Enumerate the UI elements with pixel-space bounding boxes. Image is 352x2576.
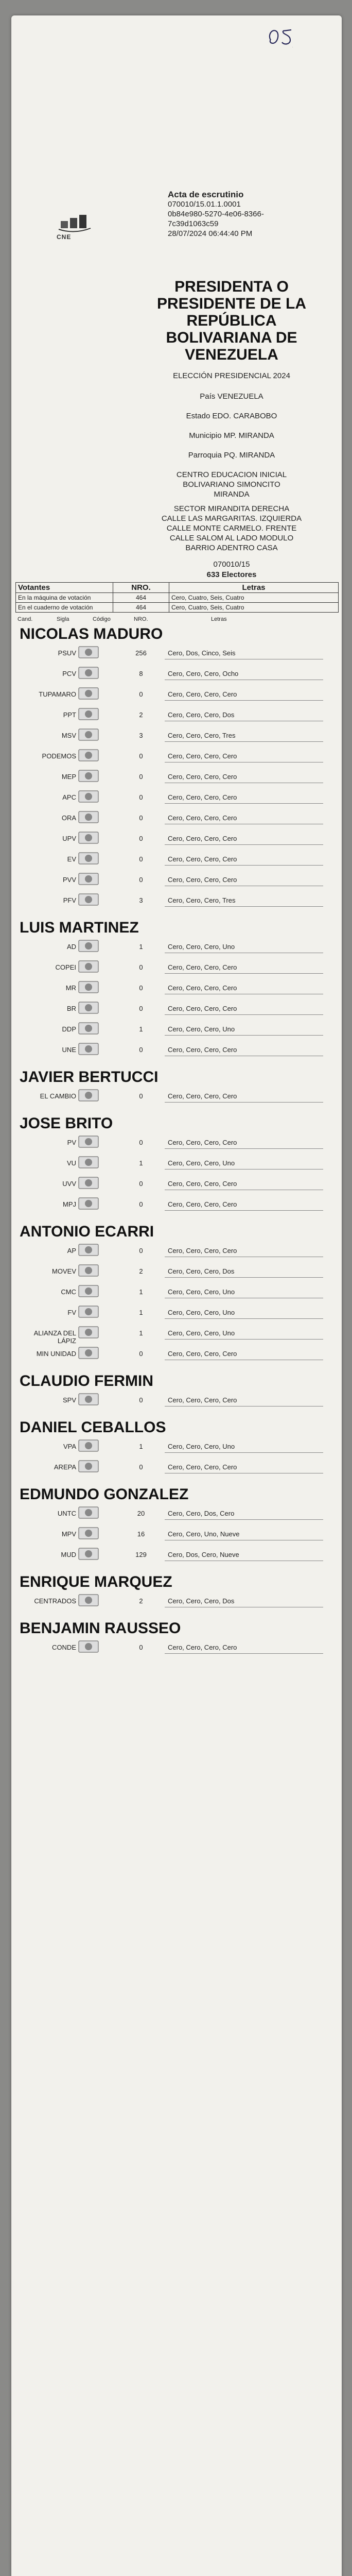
address-line: SECTOR MIRANDITA DERECHA (173, 504, 290, 513)
candidate-name: JOSE BRITO (20, 1115, 113, 1132)
main-title (124, 278, 340, 363)
party-votes: 0 (139, 690, 143, 698)
party-row (15, 665, 339, 683)
party-logo-icon (78, 811, 99, 823)
party-votes-letters: Cero, Cero, Cero, Cero (168, 1247, 237, 1255)
handwritten-number-text: 05 (292, 47, 293, 48)
center-line: MIRANDA (214, 490, 250, 499)
party-votes-letters: Cero, Cero, Cero, Uno (168, 943, 235, 951)
party-name: CENTRADOS (34, 1597, 76, 1605)
party-name: UNE (62, 1046, 76, 1054)
voters-book-label: En el cuaderno de votación (16, 603, 113, 613)
party-votes-letters: Cero, Cero, Cero, Cero (168, 1463, 237, 1471)
party-name: UVV (62, 1180, 76, 1188)
party-name: MPJ (63, 1200, 76, 1208)
party-row (15, 788, 339, 807)
party-name: AD (66, 943, 76, 951)
candidate-name: CLAUDIO FERMIN (20, 1372, 153, 1389)
party-name: PCV (62, 670, 76, 677)
row-divider (165, 803, 323, 804)
party-name: CMC (61, 1288, 76, 1296)
party-votes: 0 (139, 1643, 143, 1651)
party-name: BR (66, 1005, 76, 1012)
center-line: BOLIVARIANO SIMONCITO (183, 480, 280, 489)
center-line: CENTRO EDUCACION INICIAL (176, 470, 287, 479)
party-logo-icon (78, 1439, 99, 1452)
party-votes-letters: Cero, Cero, Cero, Uno (168, 1288, 235, 1296)
party-name: ORA (61, 814, 76, 822)
party-row (15, 747, 339, 766)
party-votes: 129 (135, 1551, 147, 1558)
party-row (15, 706, 339, 724)
acta-code-line-3: 7c39d1063c59 (168, 219, 219, 228)
candidate-name: ANTONIO ECARRI (20, 1223, 154, 1240)
party-votes-letters: Cero, Cero, Cero, Cero (168, 1005, 237, 1012)
party-votes: 1 (139, 1288, 143, 1296)
party-votes: 0 (139, 793, 143, 801)
party-votes: 2 (139, 711, 143, 719)
party-row (15, 1504, 339, 1523)
party-name: DDP (62, 1025, 76, 1033)
party-logo-icon (78, 646, 99, 658)
party-logo-icon (78, 1136, 99, 1148)
row-divider (165, 865, 323, 866)
party-votes: 0 (139, 1046, 143, 1054)
party-votes-letters: Cero, Cero, Cero, Tres (168, 896, 236, 904)
party-votes-letters: Cero, Cero, Cero, Cero (168, 793, 237, 801)
party-name: MSV (61, 732, 76, 739)
party-name: APC (62, 793, 76, 801)
voters-header: Votantes (16, 583, 113, 593)
sigla-col: Sigla (57, 616, 69, 622)
cne-logo-text: CNE (57, 233, 72, 241)
party-votes: 0 (139, 1200, 143, 1208)
party-votes-letters: Cero, Cero, Dos, Cero (168, 1510, 235, 1517)
party-logo-icon (78, 687, 99, 700)
party-logo-icon (78, 1326, 99, 1338)
candidate-name: LUIS MARTINEZ (20, 919, 139, 936)
row-divider (165, 1653, 323, 1654)
party-votes-letters: Cero, Cero, Cero, Uno (168, 1025, 235, 1033)
party-logo-icon (78, 1393, 99, 1405)
party-logo-icon (78, 1022, 99, 1035)
party-row (15, 1437, 339, 1456)
row-divider (165, 1318, 323, 1319)
row-divider (165, 741, 323, 742)
party-logo-icon (78, 1548, 99, 1560)
state: Estado EDO. CARABOBO (186, 412, 277, 420)
party-row (15, 871, 339, 889)
voters-book-letters: Cero, Cuatro, Seis, Cuatro (169, 603, 339, 613)
party-votes: 1 (139, 1159, 143, 1167)
cand-col: Cand. (17, 616, 33, 622)
party-row (15, 958, 339, 977)
party-row (15, 1592, 339, 1611)
party-name: CONDE (52, 1643, 76, 1651)
party-votes-letters: Cero, Cero, Cero, Cero (168, 984, 237, 992)
party-votes-letters: Cero, Cero, Cero, Cero (168, 773, 237, 781)
party-name: PFV (63, 896, 76, 904)
party-votes: 0 (139, 855, 143, 863)
party-logo-icon (78, 667, 99, 679)
party-row (15, 1303, 339, 1322)
row-divider (165, 1102, 323, 1103)
party-votes: 0 (139, 1463, 143, 1471)
party-name: VU (66, 1159, 76, 1167)
party-row (15, 1345, 339, 1363)
candidate-name: EDMUNDO GONZALEZ (20, 1486, 189, 1503)
party-votes-letters: Cero, Cero, Cero, Uno (168, 1159, 235, 1167)
party-name: COPEI (55, 963, 76, 971)
acta-meta (168, 190, 322, 239)
party-votes: 0 (139, 963, 143, 971)
party-name: PODEMOS (42, 752, 76, 760)
party-row (15, 938, 339, 956)
center-address (124, 504, 340, 553)
row-divider (165, 700, 323, 701)
party-row (15, 1283, 339, 1301)
letters-col: Letras (211, 616, 227, 622)
party-name: TUPAMARO (39, 690, 76, 698)
party-name: MPV (61, 1530, 76, 1538)
party-votes-letters: Cero, Dos, Cinco, Seis (168, 649, 236, 657)
party-votes-letters: Cero, Cero, Cero, Cero (168, 1350, 237, 1358)
party-votes: 256 (135, 649, 147, 657)
party-votes: 20 (137, 1510, 145, 1517)
party-votes-letters: Cero, Cero, Cero, Cero (168, 1139, 237, 1146)
party-logo-icon (78, 1089, 99, 1101)
candidate-name: BENJAMIN RAUSSEO (20, 1620, 181, 1637)
party-name: ALIANZA DEL LÁPIZ (33, 1329, 76, 1345)
party-logo-icon (78, 1527, 99, 1539)
party-name: FV (67, 1309, 76, 1316)
row-divider (165, 1035, 323, 1036)
party-name: MR (65, 984, 76, 992)
party-logo-icon (78, 852, 99, 865)
party-votes: 0 (139, 1139, 143, 1146)
party-votes-letters: Cero, Cero, Cero, Uno (168, 1309, 235, 1316)
voters-machine-number: 464 (113, 593, 169, 603)
party-row (15, 726, 339, 745)
party-votes-letters: Cero, Dos, Cero, Nueve (168, 1551, 239, 1558)
party-logo-icon (78, 832, 99, 844)
party-name: MEP (61, 773, 76, 781)
party-votes-letters: Cero, Cero, Cero, Cero (168, 963, 237, 971)
party-votes: 3 (139, 896, 143, 904)
party-row (15, 1458, 339, 1477)
candidate-name: JAVIER BERTUCCI (20, 1069, 159, 1086)
party-logo-icon (78, 1594, 99, 1606)
row-divider (165, 906, 323, 907)
party-votes: 0 (139, 1247, 143, 1255)
party-logo-icon (78, 728, 99, 741)
party-votes: 1 (139, 1329, 143, 1337)
party-votes: 2 (139, 1597, 143, 1605)
party-logo-icon (78, 708, 99, 720)
party-name: UPV (62, 835, 76, 842)
party-row (15, 1391, 339, 1410)
party-row (15, 1324, 339, 1343)
party-logo-icon (78, 1244, 99, 1256)
party-votes-letters: Cero, Cero, Cero, Cero (168, 1180, 237, 1188)
main-title-line: PRESIDENTA O (174, 278, 289, 295)
party-votes-letters: Cero, Cero, Cero, Cero (168, 690, 237, 698)
party-row (15, 850, 339, 869)
party-votes: 0 (139, 1180, 143, 1188)
party-row (15, 1087, 339, 1106)
party-logo-icon (78, 1043, 99, 1055)
party-row (15, 644, 339, 663)
party-votes: 0 (139, 814, 143, 822)
party-votes-letters: Cero, Cero, Cero, Cero (168, 752, 237, 760)
party-votes: 8 (139, 670, 143, 677)
center-name (124, 470, 340, 499)
party-name: PPT (63, 711, 76, 719)
handwritten-number (266, 26, 298, 48)
party-name: AREPA (54, 1463, 76, 1471)
party-votes: 16 (137, 1530, 145, 1538)
party-votes-letters: Cero, Cero, Cero, Dos (168, 1597, 235, 1605)
party-votes-letters: Cero, Cero, Cero, Ocho (168, 670, 239, 677)
party-name: MIN UNIDAD (36, 1350, 76, 1358)
candidate-name: ENRIQUE MARQUEZ (20, 1573, 172, 1590)
party-row (15, 891, 339, 910)
party-votes: 0 (139, 752, 143, 760)
party-logo-icon (78, 960, 99, 973)
party-votes-letters: Cero, Cero, Cero, Uno (168, 1443, 235, 1450)
party-votes: 0 (139, 1005, 143, 1012)
party-votes-letters: Cero, Cero, Cero, Tres (168, 732, 236, 739)
party-votes: 2 (139, 1267, 143, 1275)
party-logo-icon (78, 981, 99, 993)
party-votes-letters: Cero, Cero, Cero, Cero (168, 1643, 237, 1651)
party-votes: 1 (139, 943, 143, 951)
party-row (15, 829, 339, 848)
candidate-name: NICOLAS MADURO (20, 625, 163, 642)
main-title-line: BOLIVARIANA DE (166, 329, 297, 346)
party-name: MOVEV (52, 1267, 76, 1275)
party-votes-letters: Cero, Cero, Cero, Cero (168, 1396, 237, 1404)
nro-col: NRO. (134, 616, 148, 622)
party-row (15, 809, 339, 827)
voters-machine-letters: Cero, Cuatro, Seis, Cuatro (169, 593, 339, 603)
party-votes: 0 (139, 1350, 143, 1358)
party-name: MUD (61, 1551, 76, 1558)
party-row (15, 1154, 339, 1173)
voters-book-number: 464 (113, 603, 169, 613)
party-votes: 0 (139, 984, 143, 992)
party-votes: 1 (139, 1309, 143, 1316)
row-divider (165, 1519, 323, 1520)
party-row (15, 1525, 339, 1544)
acta-datetime: 28/07/2024 06:44:40 PM (168, 229, 253, 238)
party-row (15, 1242, 339, 1260)
main-title-line: PRESIDENTE DE LA (156, 295, 307, 312)
main-title-line: VENEZUELA (185, 346, 278, 363)
party-row (15, 1175, 339, 1193)
municipality: Municipio MP. MIRANDA (189, 431, 274, 440)
party-votes: 0 (139, 1396, 143, 1404)
party-name: PSUV (58, 649, 76, 657)
row-divider (165, 844, 323, 845)
party-logo-icon (78, 1177, 99, 1189)
party-name: PVV (62, 876, 76, 884)
party-name: VPA (63, 1443, 76, 1450)
party-logo-icon (78, 1506, 99, 1519)
party-logo-icon (78, 873, 99, 885)
party-row (15, 1020, 339, 1039)
party-logo-icon (78, 1460, 99, 1472)
party-row (15, 768, 339, 786)
candidate-name: DANIEL CEBALLOS (20, 1419, 166, 1436)
party-logo-icon (78, 1306, 99, 1318)
party-row (15, 1041, 339, 1059)
letters-header: Letras (169, 583, 339, 593)
party-name: SPV (62, 1396, 76, 1404)
party-row (15, 979, 339, 997)
party-logo-icon (78, 940, 99, 952)
party-logo-icon (78, 1640, 99, 1653)
electors-count: 633 Electores (206, 570, 257, 579)
party-row (15, 1262, 339, 1281)
party-votes-letters: Cero, Cero, Cero, Cero (168, 814, 237, 822)
party-row (15, 685, 339, 704)
row-divider (165, 1148, 323, 1149)
party-logo-icon (78, 1347, 99, 1359)
election-name: ELECCIÓN PRESIDENCIAL 2024 (173, 371, 290, 380)
address-line: BARRIO ADENTRO CASA (185, 544, 278, 552)
party-votes-letters: Cero, Cero, Cero, Uno (168, 1329, 235, 1337)
party-votes: 1 (139, 1025, 143, 1033)
party-votes-letters: Cero, Cero, Cero, Dos (168, 1267, 235, 1275)
party-votes: 3 (139, 732, 143, 739)
address-line: CALLE SALOM AL LADO MODULO (169, 534, 294, 543)
address-line: CALLE LAS MARGARITAS. IZQUIERDA (161, 514, 302, 523)
party-logo-icon (78, 770, 99, 782)
party-votes: 0 (139, 835, 143, 842)
party-logo-icon (78, 749, 99, 761)
party-votes-letters: Cero, Cero, Cero, Dos (168, 711, 235, 719)
party-name: EV (67, 855, 76, 863)
parish: Parroquia PQ. MIRANDA (188, 451, 275, 460)
party-votes-letters: Cero, Cero, Cero, Cero (168, 835, 237, 842)
voters-table (15, 582, 339, 613)
party-votes: 0 (139, 773, 143, 781)
party-votes-letters: Cero, Cero, Cero, Cero (168, 855, 237, 863)
party-votes-letters: Cero, Cero, Uno, Nueve (168, 1530, 240, 1538)
main-title-line: REPÚBLICA (186, 312, 277, 329)
row-divider (165, 1339, 323, 1340)
party-logo-icon (78, 893, 99, 906)
party-name: EL CAMBIO (40, 1092, 76, 1100)
party-row (15, 1133, 339, 1152)
party-row (15, 999, 339, 1018)
party-votes-letters: Cero, Cero, Cero, Cero (168, 1092, 237, 1100)
row-divider (165, 1014, 323, 1015)
party-votes: 1 (139, 1443, 143, 1450)
row-divider (165, 1210, 323, 1211)
party-name: PV (67, 1139, 76, 1146)
cne-logo-icon (57, 214, 93, 233)
party-votes-letters: Cero, Cero, Cero, Cero (168, 876, 237, 884)
row-divider (165, 1169, 323, 1170)
row-divider (165, 973, 323, 974)
party-votes-letters: Cero, Cero, Cero, Cero (168, 1200, 237, 1208)
center-code: 070010/15 (213, 560, 250, 569)
cne-logo (57, 214, 118, 240)
party-logo-icon (78, 1197, 99, 1210)
party-row (15, 1638, 339, 1657)
party-logo-icon (78, 790, 99, 803)
party-votes: 0 (139, 1092, 143, 1100)
row-divider (165, 1452, 323, 1453)
party-name: AP (67, 1247, 76, 1255)
address-line: CALLE MONTE CARMELO. FRENTE (166, 524, 297, 533)
party-logo-icon (78, 1002, 99, 1014)
nro-header: NRO. (113, 583, 169, 593)
code-col: Código (93, 616, 111, 622)
party-votes: 0 (139, 876, 143, 884)
party-logo-icon (78, 1264, 99, 1277)
party-name: UNTC (57, 1510, 76, 1517)
party-row (15, 1195, 339, 1214)
party-logo-icon (78, 1156, 99, 1168)
row-divider (165, 1277, 323, 1278)
party-row (15, 1546, 339, 1564)
party-logo-icon (78, 1285, 99, 1297)
voters-machine-label: En la máquina de votación (16, 593, 113, 603)
acta-code-line-2: 0b84e980-5270-4e06-8366- (168, 210, 264, 218)
acta-code-line-1: 070010/15.01.1.0001 (168, 200, 241, 209)
party-votes-letters: Cero, Cero, Cero, Cero (168, 1046, 237, 1054)
country: País VENEZUELA (200, 392, 263, 401)
acta-title: Acta de escrutinio (168, 190, 244, 199)
